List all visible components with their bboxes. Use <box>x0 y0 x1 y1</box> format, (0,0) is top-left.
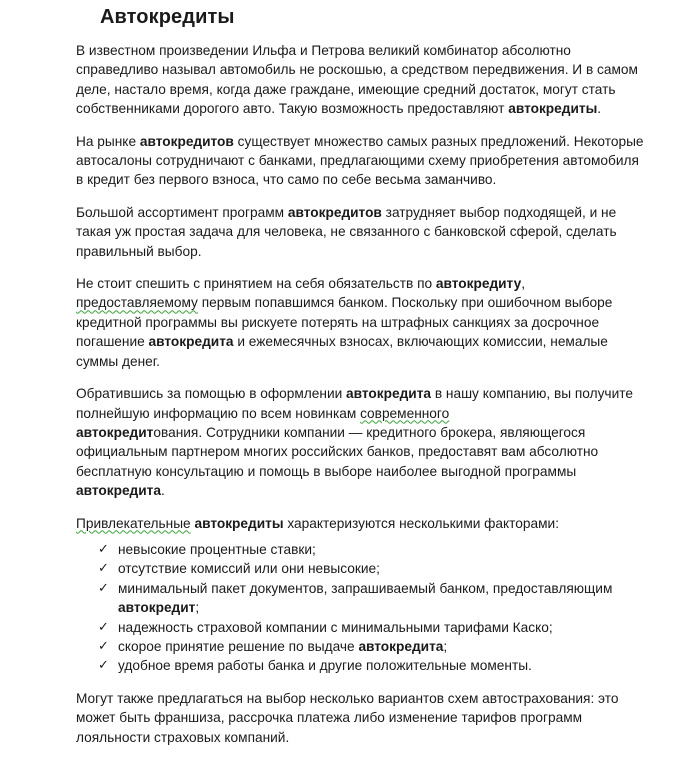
paragraph-text: Большой ассортимент программ <box>76 204 288 220</box>
keyword-bold: автокредита <box>148 334 234 350</box>
article-body <box>76 41 648 760</box>
punctuation: . <box>160 483 165 499</box>
paragraph-text: На рынке <box>76 133 140 149</box>
paragraph-text: первым попавшимся банком. Поскольку при ошибочном выборе кредитной программы вы рискуете потерять на штрафных санкциях за досрочное погашение <box>76 295 613 350</box>
factors-list <box>76 540 648 676</box>
paragraph-warning <box>76 274 648 371</box>
paragraph-text: существует множество самых разных предложений. Некоторые автосалоны сотрудничают с банками, предлагающими схему приобретения автомобиля в кредит без первого взноса, что само по себе весьма заманчиво. <box>76 133 644 188</box>
checkmark-icon: ✓ <box>98 580 109 596</box>
list-item <box>98 559 648 578</box>
punctuation: , <box>521 276 526 292</box>
checkmark-icon: ✓ <box>98 541 109 557</box>
keyword-bold: автокредиты <box>194 515 284 531</box>
keyword-bold: автокредитов <box>139 133 234 149</box>
keyword-bold: автокредиты <box>508 101 598 117</box>
keyword-bold: автокредиту <box>435 276 522 292</box>
paragraph-text: и ежемесячных взносах, включающих комиссии, немалые суммы денег. <box>76 334 608 369</box>
paragraph-insurance <box>76 689 648 747</box>
paragraph-market <box>76 132 648 190</box>
list-item <box>98 540 648 559</box>
list-item-text: минимальный пакет документов, запрашиваемый банком, предоставляющим <box>118 580 613 596</box>
paragraph-text: В известном произведении Ильфа и Петрова великий комбинатор абсолютно справедливо называл автомобиль не роскошью, а средством передвижения. И в самом деле, настало время, когда даже граждане, имеющие средний достаток, могут стать собственниками дорогого авто. Такую возможность предоставляют <box>76 43 638 117</box>
keyword-bold: автокредита <box>76 483 161 499</box>
page-title: Автокредиты <box>100 6 235 28</box>
paragraph-text: Могут также предлагаться на выбор несколько вариантов схем автострахования: это может быть франшиза, рассрочка платежа либо изменение тарифов программ лояльности страховых компаний. <box>76 690 619 745</box>
paragraph-assortment <box>76 203 648 261</box>
list-item-text: невысокие процентные ставки; <box>118 541 316 557</box>
paragraph-company <box>76 384 648 500</box>
keyword-bold: автокредит <box>76 424 154 440</box>
list-item <box>98 637 648 656</box>
punctuation: ; <box>443 638 448 654</box>
list-item <box>98 656 648 675</box>
keyword-bold: автокредита <box>358 638 444 654</box>
paragraph-intro <box>76 41 648 119</box>
list-item-text: удобное время работы банка и другие положительные моменты. <box>118 658 532 674</box>
spellcheck-underlined-word: современного <box>360 405 450 421</box>
list-item-text: скорое принятие решение по выдаче <box>118 638 359 654</box>
list-item <box>98 618 648 637</box>
list-item <box>98 579 648 618</box>
paragraph-text: характеризуются несколькими факторами: <box>283 515 559 531</box>
keyword-bold: автокредит <box>118 600 196 616</box>
spellcheck-underlined-word: Привлекательные <box>76 515 191 531</box>
keyword-bold: автокредитов <box>287 204 382 220</box>
punctuation: ; <box>195 600 200 616</box>
spellcheck-underlined-word: предоставляемому <box>76 295 198 311</box>
keyword-bold: автокредита <box>346 386 432 402</box>
paragraph-text: ования. Сотрудники компании — кредитного брокера, являющегося официальным партнером многих российских банков, предоставят вам абсолютно бесплатную консультацию и помощь в выборе наиболее выгодной программы <box>76 424 599 479</box>
checkmark-icon: ✓ <box>98 638 109 654</box>
paragraph-text: Обратившись за помощью в оформлении <box>76 386 347 402</box>
paragraph-factors-intro <box>76 514 648 533</box>
checkmark-icon: ✓ <box>98 658 109 674</box>
list-item-text: надежность страховой компании с минимальными тарифами Каско; <box>118 619 553 635</box>
list-item-text: отсутствие комиссий или они невысокие; <box>118 561 380 577</box>
paragraph-text: в нашу компанию, вы получите полнейшую информацию по всем новинкам <box>76 386 633 421</box>
paragraph-text: Не стоит спешить с принятием на себя обязательств по <box>76 276 436 292</box>
checkmark-icon: ✓ <box>98 561 109 577</box>
punctuation: . <box>597 101 602 117</box>
paragraph-text: затрудняет выбор подходящей, и не такая уж простая задача для человека, не связанного с банковской сферой, сделать правильный выбор. <box>76 204 617 259</box>
checkmark-icon: ✓ <box>98 619 109 635</box>
